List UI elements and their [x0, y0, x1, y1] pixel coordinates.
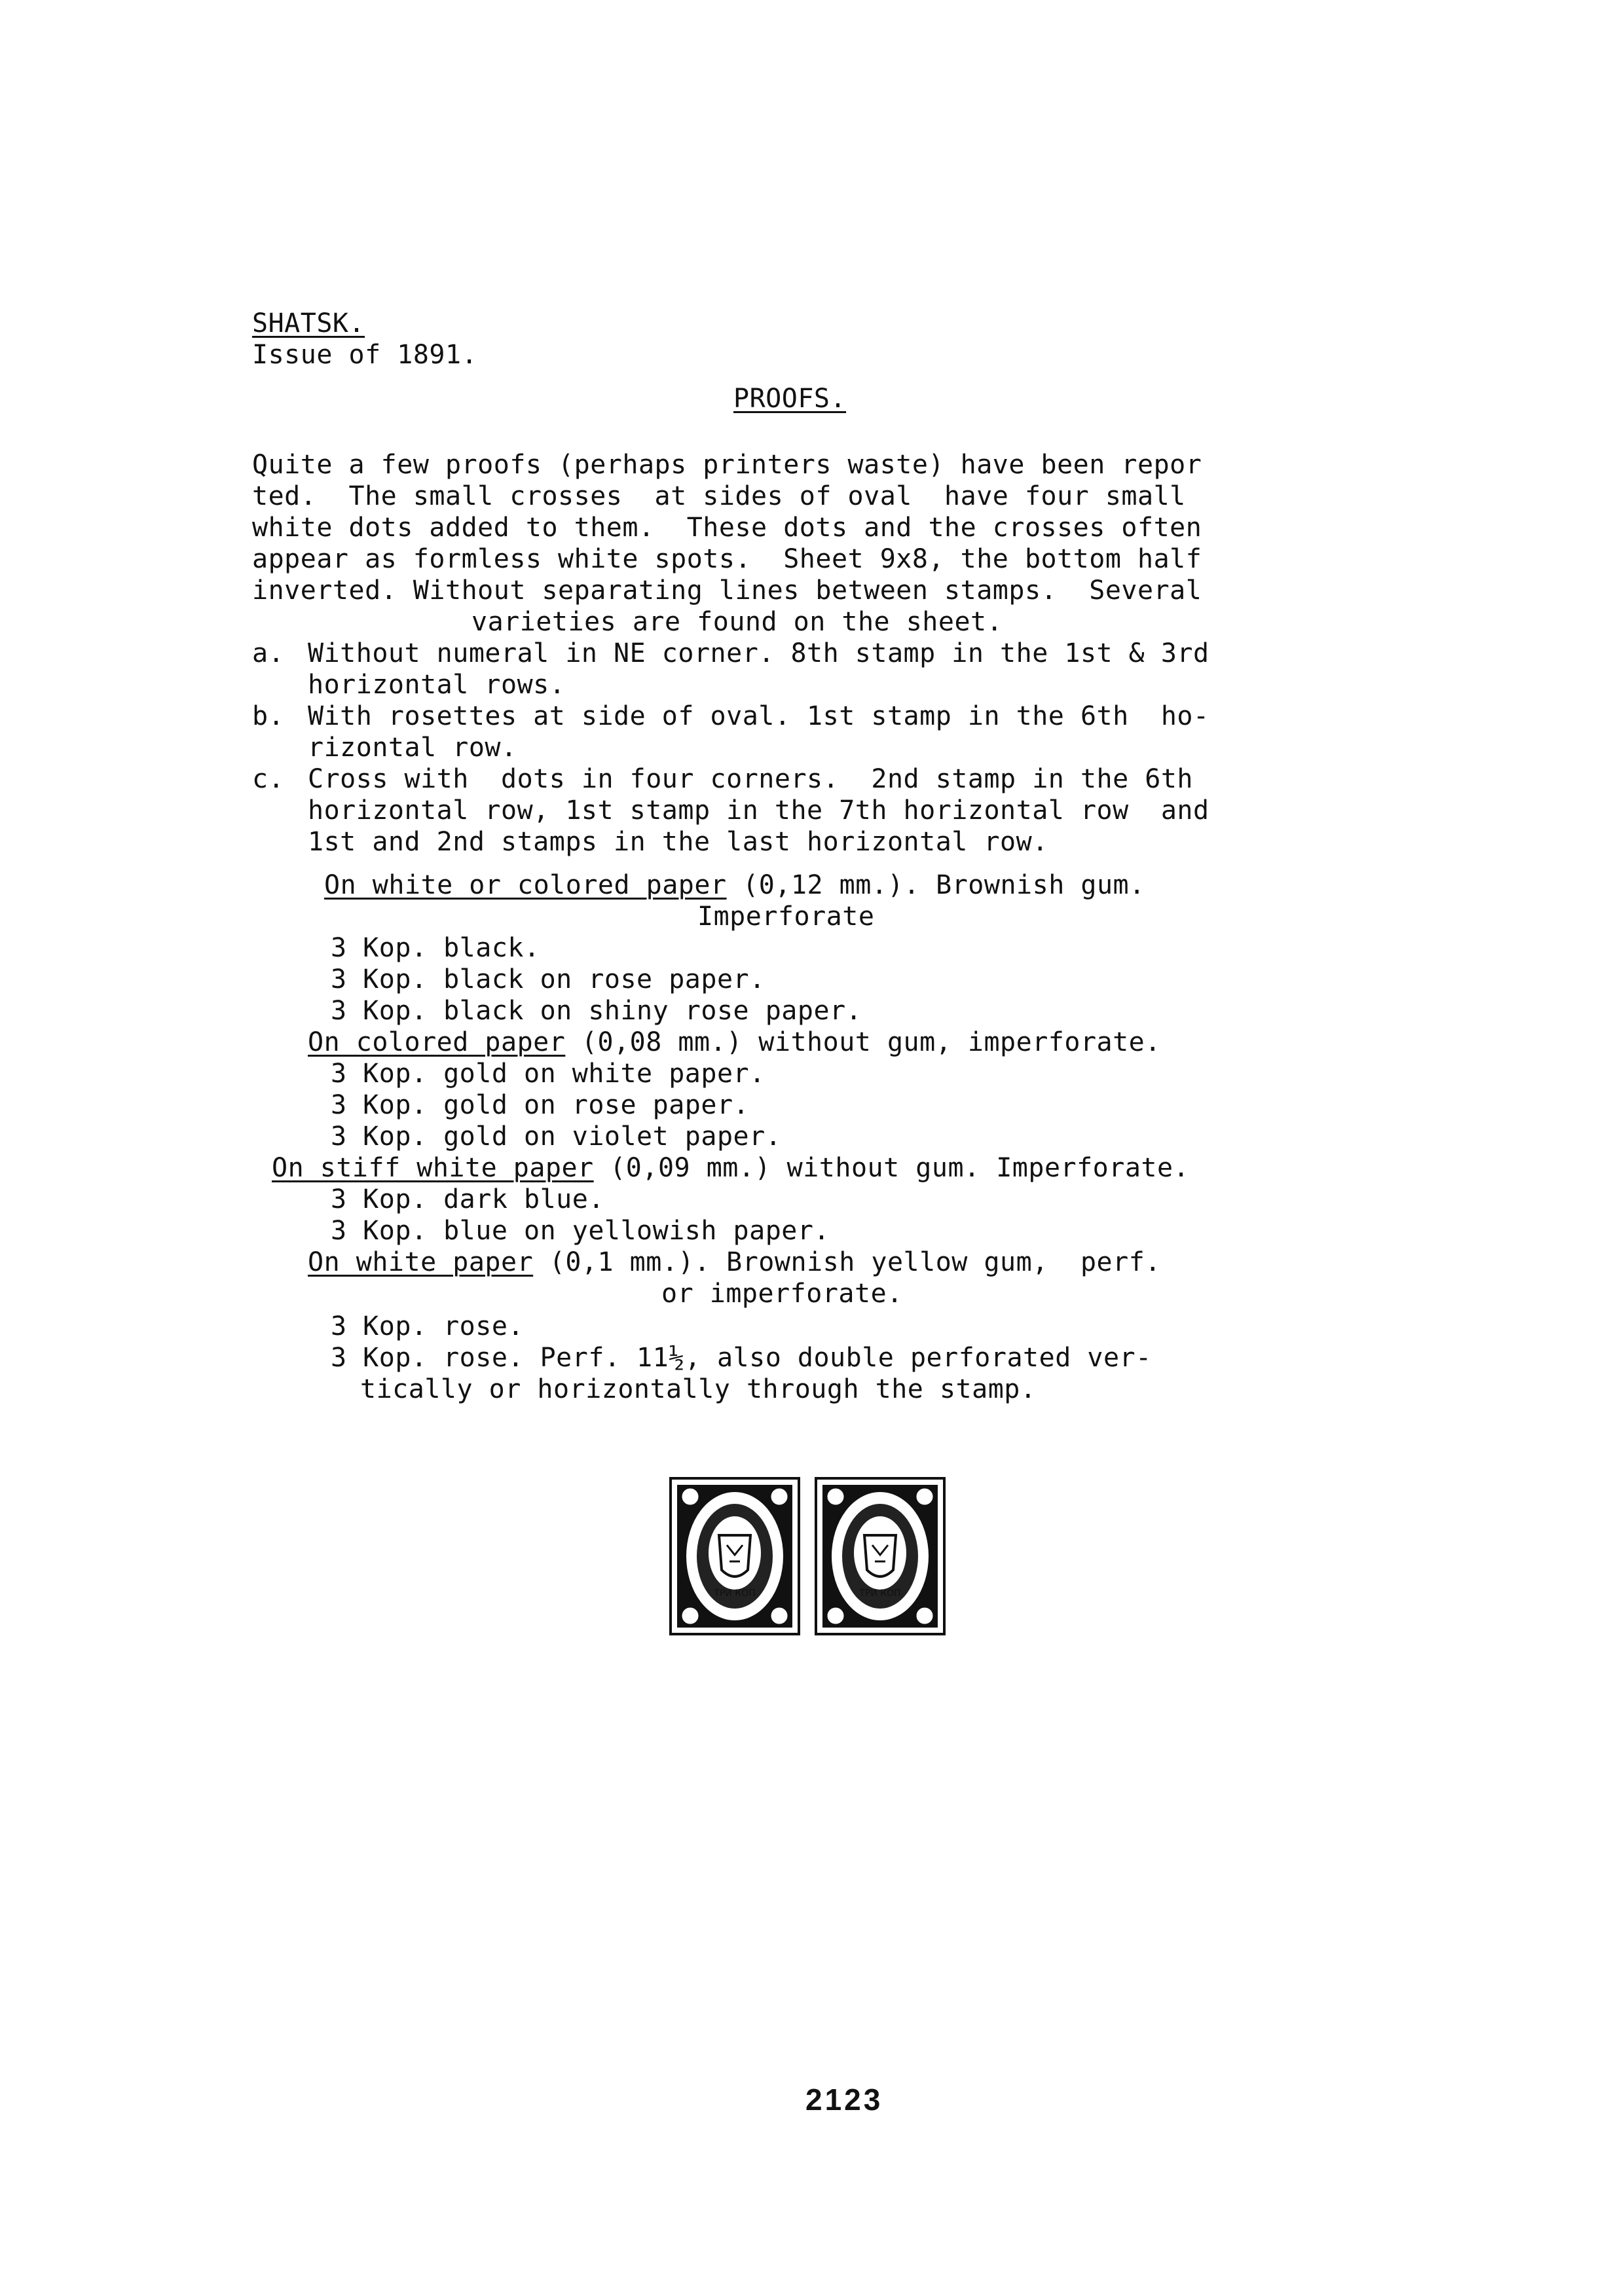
variety-line: With rosettes at side of oval. 1st stamp in the 6th ho- — [308, 701, 1209, 731]
intro-line: Quite a few proofs (perhaps printers waste) have been repor — [252, 450, 1202, 480]
stamp-item: 3 Kop. black on rose paper. — [331, 964, 766, 994]
variety-letter: b. — [252, 701, 285, 731]
paper-details: (0,08 mm.) without gum, imperforate. — [565, 1027, 1161, 1057]
paper-type: On white paper — [308, 1247, 534, 1277]
paper-group-heading — [308, 1247, 1161, 1278]
stamp-item: 3 Kop. gold on violet paper. — [331, 1121, 782, 1152]
stamp-item: 3 Kop. rose. Perf. 11½, also double perforated ver- — [331, 1343, 1152, 1373]
stamp-illustrations — [667, 1473, 948, 1643]
paper-subheading: Imperforate — [697, 902, 875, 932]
stamp-item: 3 Kop. gold on rose paper. — [331, 1090, 750, 1120]
paper-type: On white or colored paper — [324, 870, 727, 900]
stamp-item: 3 Kop. gold on white paper. — [331, 1059, 766, 1089]
stamp-inscription: ТРИ КОП — [859, 1588, 901, 1599]
variety-line: Cross with dots in four corners. 2nd stamp in the 6th — [308, 764, 1194, 794]
stamp-inscription: ТРИ КОП — [714, 1588, 756, 1599]
stamp-item: 3 Kop. blue on yellowish paper. — [331, 1216, 830, 1246]
variety-line: horizontal row, 1st stamp in the 7th horizontal row and — [308, 795, 1209, 826]
variety-letter: c. — [252, 764, 285, 794]
paper-group-heading — [272, 1152, 1189, 1184]
intro-line: white dots added to them. These dots and the crosses often — [252, 513, 1202, 543]
paper-type: On colored paper — [308, 1027, 566, 1057]
stamp-item: 3 Kop. black. — [331, 933, 540, 963]
paper-details: (0,09 mm.) without gum. Imperforate. — [593, 1153, 1190, 1183]
paper-subheading: or imperforate. — [661, 1279, 903, 1309]
intro-line: appear as formless white spots. Sheet 9x8, the bottom half — [252, 544, 1202, 574]
page-number: 2123 — [805, 2083, 883, 2117]
intro-line: ted. The small crosses at sides of oval have four small — [252, 481, 1186, 511]
section-heading: PROOFS. — [733, 384, 847, 414]
issue-line: Issue of 1891. — [252, 340, 478, 370]
paper-details: (0,12 mm.). Brownish gum. — [726, 870, 1145, 900]
variety-line: horizontal rows. — [308, 670, 566, 700]
stamp-item: 3 Kop. dark blue. — [331, 1184, 604, 1214]
paper-type: On stiff white paper — [272, 1153, 594, 1183]
paper-group-heading — [308, 1027, 1161, 1058]
stamp-item: 3 Kop. black on shiny rose paper. — [331, 996, 862, 1026]
document-title: SHATSK. — [252, 308, 365, 338]
variety-line: rizontal row. — [308, 733, 517, 763]
stamp-image — [671, 1478, 799, 1634]
stamp-item: tically or horizontally through the stamp. — [360, 1374, 1037, 1404]
paper-group-heading — [324, 869, 1145, 901]
variety-line: Without numeral in NE corner. 8th stamp in the 1st & 3rd — [308, 638, 1209, 668]
variety-line: 1st and 2nd stamps in the last horizontal row. — [308, 827, 1048, 857]
variety-letter: a. — [252, 638, 285, 668]
intro-line: inverted. Without separating lines between stamps. Several — [252, 575, 1202, 606]
stamp-item: 3 Kop. rose. — [331, 1311, 524, 1341]
stamp-image — [816, 1478, 944, 1634]
paper-details: (0,1 mm.). Brownish yellow gum, perf. — [533, 1247, 1161, 1277]
intro-line: varieties are found on the sheet. — [471, 607, 1003, 637]
